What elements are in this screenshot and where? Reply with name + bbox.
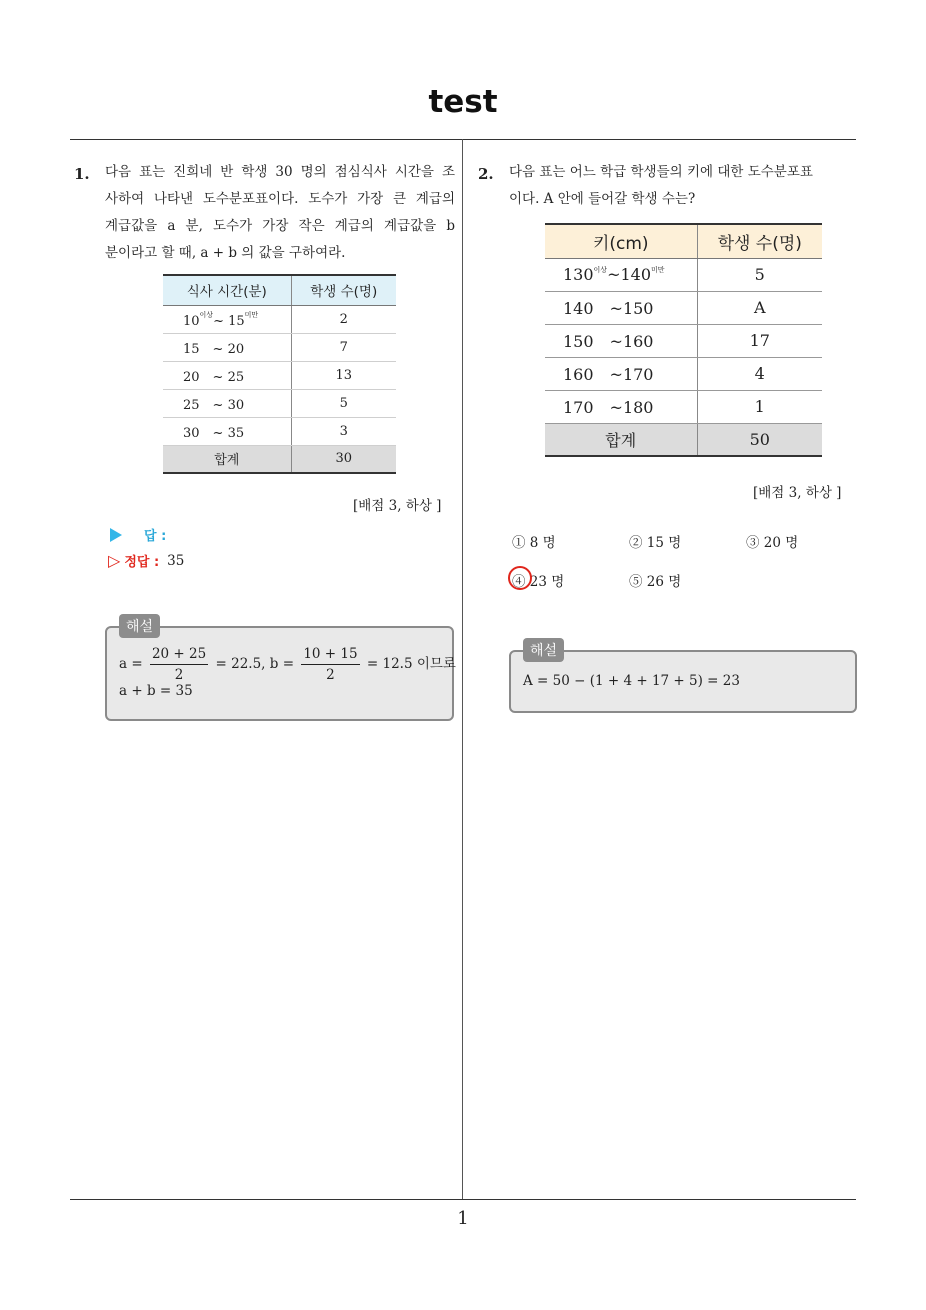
expr-text: b = xyxy=(269,656,295,672)
table-cell: 160 ~170 xyxy=(545,357,697,390)
fraction xyxy=(150,646,208,683)
class-high-sup: 미만 xyxy=(651,266,665,274)
fraction xyxy=(301,646,359,683)
table-cell: 150 ~160 xyxy=(545,324,697,357)
q1-explanation-box xyxy=(105,626,454,721)
table-header: 학생 수(명) xyxy=(291,275,396,305)
fraction-numerator: 20 + 25 xyxy=(150,646,208,665)
table-row xyxy=(163,389,396,417)
q1-line: 분이라고 할 때, a + b 의 값을 구하여라. xyxy=(105,245,346,261)
fraction-numerator: 10 + 15 xyxy=(301,646,359,665)
class-low: 10 xyxy=(183,313,200,329)
table-cell: 30 ~ 35 xyxy=(163,417,291,445)
q2-text xyxy=(509,159,859,213)
q1-text xyxy=(105,159,455,267)
q1-explanation-line1 xyxy=(119,646,456,683)
q2-number: 2. xyxy=(478,165,494,183)
table-cell: 20 ~ 25 xyxy=(163,361,291,389)
table-header: 식사 시간(분) xyxy=(163,275,291,305)
answer-label: 답 : xyxy=(144,529,167,544)
header-rule xyxy=(70,139,856,140)
table-header-row xyxy=(545,224,822,258)
choice-3[interactable]: ③ 20 명 xyxy=(746,535,799,551)
expr-text: = 22.5, xyxy=(215,656,266,672)
q2-line: 이다. A 안에 들어갈 학생 수는? xyxy=(509,191,696,207)
table-cell: 합계 xyxy=(163,445,291,473)
table-row xyxy=(545,258,822,291)
table-row xyxy=(545,291,822,324)
fraction-denominator: 2 xyxy=(174,667,184,683)
table-cell: 4 xyxy=(697,357,822,390)
q2-score: [배점 3, 하상 ] xyxy=(753,485,842,501)
page-number: 1 xyxy=(457,1208,469,1229)
class-tilde: ~ xyxy=(607,265,621,284)
class-tilde: ~ xyxy=(213,313,224,329)
class-low: 130 xyxy=(563,265,594,284)
q2-frequency-table xyxy=(545,223,822,457)
table-header-row xyxy=(163,275,396,305)
choice-5[interactable]: ⑤ 26 명 xyxy=(629,574,682,590)
table-cell: 합계 xyxy=(545,423,697,456)
table-cell: 5 xyxy=(697,258,822,291)
q1-correct-row xyxy=(108,551,184,570)
table-cell: 7 xyxy=(291,333,396,361)
table-total-row xyxy=(545,423,822,456)
class-high: 15 xyxy=(228,313,245,329)
q1-explanation-line2: a + b = 35 xyxy=(119,683,193,699)
table-cell xyxy=(545,258,697,291)
correct-value: 35 xyxy=(167,552,185,569)
table-cell: 170 ~180 xyxy=(545,390,697,423)
table-cell: 140 ~150 xyxy=(545,291,697,324)
q2-line: 다음 표는 어느 학급 학생들의 키에 대한 도수분포표 xyxy=(509,164,813,180)
table-cell: 13 xyxy=(291,361,396,389)
table-row xyxy=(545,357,822,390)
choice-1[interactable]: ① 8 명 xyxy=(512,535,556,551)
table-cell: 3 xyxy=(291,417,396,445)
page-title: test xyxy=(428,84,498,120)
q1-frequency-table xyxy=(163,274,396,474)
q1-score: [배점 3, 하상 ] xyxy=(353,498,442,514)
fraction-denominator: 2 xyxy=(326,667,335,683)
q2-explanation-tag: 해설 xyxy=(523,638,564,662)
q2-explanation-text: A = 50 − (1 + 4 + 17 + 5) = 23 xyxy=(523,673,740,689)
expr-text: a = xyxy=(119,656,143,672)
triangle-filled-icon xyxy=(110,528,122,542)
table-cell: 50 xyxy=(697,423,822,456)
q1-number: 1. xyxy=(74,165,90,183)
table-row xyxy=(163,333,396,361)
column-divider xyxy=(462,139,463,1200)
table-total-row xyxy=(163,445,396,473)
expr-text: = 12.5 이므로 xyxy=(366,656,456,672)
class-low-sup: 이상 xyxy=(593,266,608,274)
table-row xyxy=(545,390,822,423)
table-cell: A xyxy=(697,291,822,324)
table-header: 학생 수(명) xyxy=(697,224,822,258)
class-high-sup: 미만 xyxy=(244,310,259,319)
class-high: 140 xyxy=(620,265,652,284)
table-row xyxy=(163,305,396,333)
table-row xyxy=(545,324,822,357)
table-cell: 5 xyxy=(291,389,396,417)
table-cell: 15 ~ 20 xyxy=(163,333,291,361)
table-cell: 25 ~ 30 xyxy=(163,389,291,417)
correct-label: 정답 : xyxy=(124,555,160,570)
q1-line: 다음 표는 진희네 반 학생 30 명의 점심식사 시간을 조 xyxy=(105,164,455,180)
triangle-outline-icon: ▷ xyxy=(108,551,121,570)
q1-explanation-tag: 해설 xyxy=(119,614,160,638)
q1-line: 사하여 나타낸 도수분포표이다. 도수가 가장 큰 계급의 xyxy=(105,191,455,207)
footer-rule xyxy=(70,1199,856,1200)
table-cell: 30 xyxy=(291,445,396,473)
table-cell: 17 xyxy=(697,324,822,357)
table-cell: 1 xyxy=(697,390,822,423)
q1-answer-row xyxy=(110,525,166,544)
q1-line: 계급값을 a 분, 도수가 가장 작은 계급의 계급값을 b xyxy=(105,218,455,234)
table-header: 키(cm) xyxy=(545,224,697,258)
table-cell xyxy=(163,305,291,333)
choice-2[interactable]: ② 15 명 xyxy=(629,535,682,551)
class-low-sup: 이상 xyxy=(199,310,214,319)
selected-answer-circle-icon xyxy=(508,566,532,590)
table-row xyxy=(163,361,396,389)
table-cell: 2 xyxy=(291,305,396,333)
choice-4[interactable]: ④ 23 명 xyxy=(512,574,565,590)
table-row xyxy=(163,417,396,445)
